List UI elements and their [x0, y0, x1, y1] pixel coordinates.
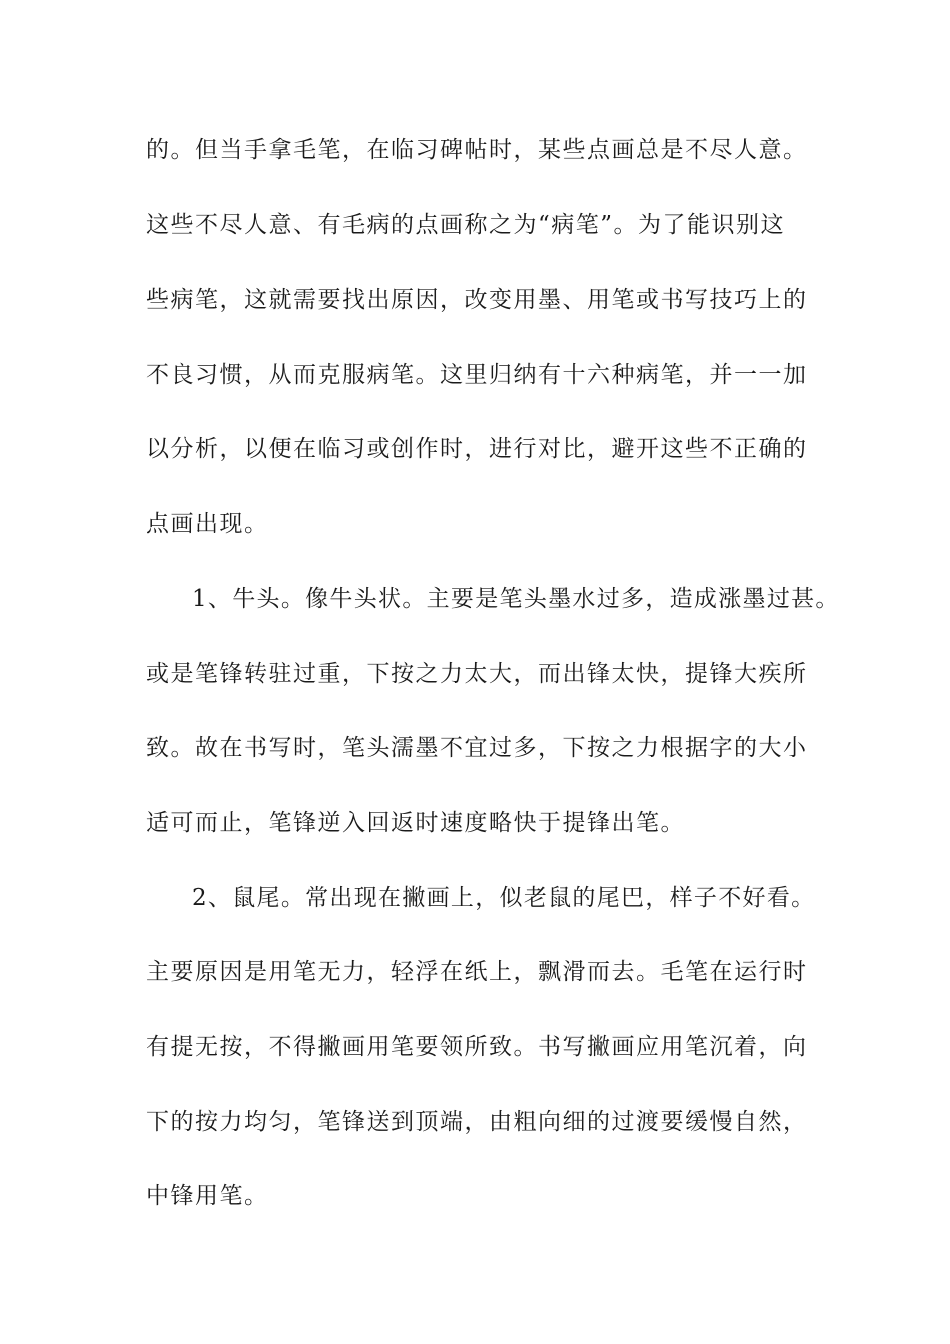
body-text-line: 1、牛头。像牛头状。主要是笔头墨水过多，造成涨墨过甚。: [192, 586, 840, 612]
body-text-line: 下的按力均匀，笔锋送到顶端，由粗向细的过渡要缓慢自然，: [146, 1109, 808, 1135]
body-text-line: 适可而止，笔锋逆入回返时速度略快于提锋出笔。: [146, 810, 685, 836]
body-text-line: 2、鼠尾。常出现在撇画上，似老鼠的尾巴，样子不好看。: [192, 885, 816, 911]
body-text-line: 有提无按，不得撇画用笔要领所致。书写撇画应用笔沉着，向: [146, 1034, 808, 1060]
body-text-line: 不良习惯，从而克服病笔。这里归纳有十六种病笔，并一一加: [146, 362, 808, 388]
body-text-line: 以分析，以便在临习或创作时，进行对比，避开这些不正确的: [146, 436, 808, 462]
body-text-line: 中锋用笔。: [146, 1183, 269, 1209]
body-text-line: 主要原因是用笔无力，轻浮在纸上，飘滑而去。毛笔在运行时: [146, 959, 808, 985]
body-text-line: 这些不尽人意、有毛病的点画称之为“病笔”。为了能识别这: [146, 212, 786, 238]
body-text-line: 致。故在书写时，笔头濡墨不宜过多，下按之力根据字的大小: [146, 735, 808, 761]
body-text-line: 些病笔，这就需要找出原因，改变用墨、用笔或书写技巧上的: [146, 287, 808, 313]
body-text-line: 的。但当手拿毛笔，在临习碑帖时，某些点画总是不尽人意。: [146, 137, 808, 163]
body-text-line: 点画出现。: [146, 511, 269, 537]
body-text-line: 或是笔锋转驻过重，下按之力太大，而出锋太快，提锋大疾所: [146, 661, 808, 687]
